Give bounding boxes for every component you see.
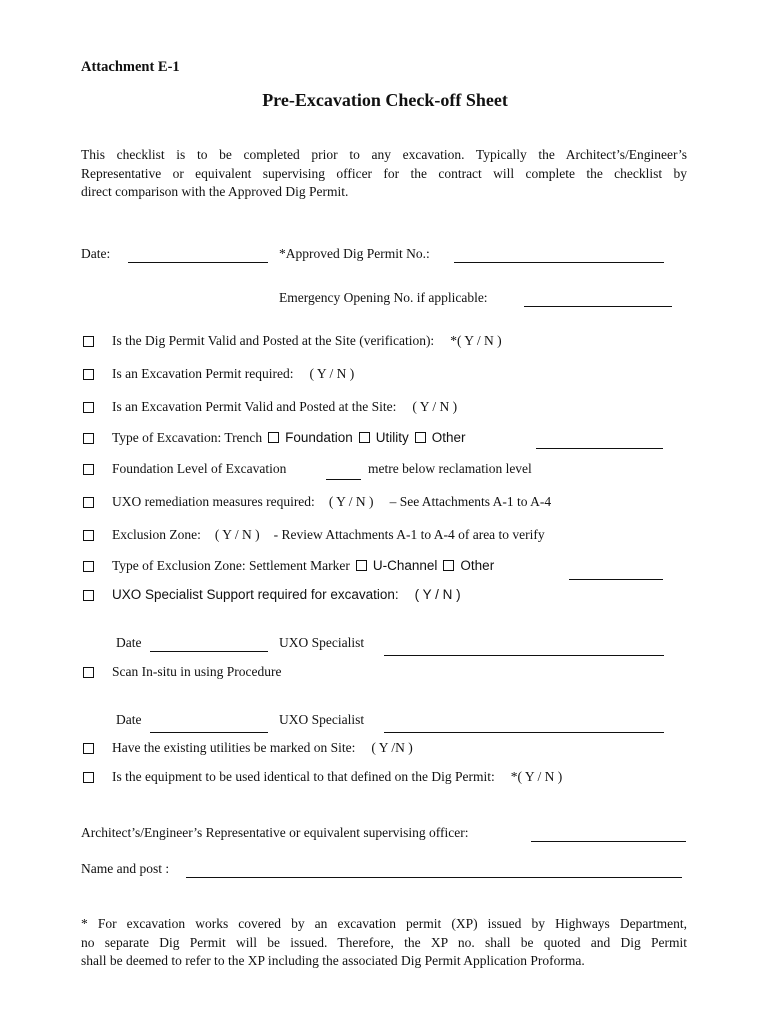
supervising-officer-field[interactable]: [531, 841, 686, 842]
item-uxo-remediation: [112, 494, 551, 510]
yes-no-option[interactable]: ( Y / N ): [412, 399, 458, 414]
item-label: Have the existing utilities be marked on Site:: [112, 740, 356, 755]
footnote-line: no separate Dig Permit will be issued. Therefore, the XP no. shall be quoted and Dig Permit: [81, 934, 687, 950]
foundation-level-field[interactable]: [326, 479, 361, 480]
intro-paragraph: [81, 146, 687, 202]
checkbox-foundation[interactable]: [268, 432, 279, 443]
item-uxo-specialist-support: [112, 587, 461, 602]
yes-no-option[interactable]: ( Y /N ): [371, 740, 413, 755]
checkbox-uxo-remediation[interactable]: [83, 497, 94, 508]
option-foundation: Foundation: [285, 430, 353, 445]
yes-no-option[interactable]: *( Y / N ): [510, 769, 563, 784]
item-equipment-identical: [112, 769, 562, 785]
item-utilities-marked: [112, 740, 413, 756]
item-scan-in-situ: Scan In-situ in using Procedure: [112, 664, 282, 679]
checkbox-exclusion-zone[interactable]: [83, 530, 94, 541]
page-title: Pre-Excavation Check-off Sheet: [262, 90, 508, 110]
name-and-post-label: Name and post :: [81, 861, 170, 876]
uxo-specialist-label: UXO Specialist: [279, 712, 365, 727]
item-exclusion-zone: [112, 527, 545, 543]
checkbox-exclusion-zone-type[interactable]: [83, 561, 94, 572]
foundation-level-unit: metre below reclamation level: [368, 461, 532, 476]
footnote-line: * For excavation works covered by an excavation permit (XP) issued by Highways Department,: [81, 916, 687, 931]
date-label: Date:: [81, 246, 111, 261]
option-other: Other: [431, 430, 466, 445]
other-excavation-field[interactable]: [536, 448, 663, 449]
other-zone-field[interactable]: [569, 579, 663, 580]
checkbox-u-channel[interactable]: [356, 560, 367, 571]
item-label: Is the equipment to be used identical to that defined on the Dig Permit:: [112, 769, 495, 784]
item-excavation-permit-valid: [112, 399, 457, 415]
date-field[interactable]: [128, 262, 268, 263]
signature-date-field[interactable]: [150, 651, 268, 652]
checkbox-dig-permit-valid[interactable]: [83, 336, 94, 347]
item-label: Exclusion Zone:: [112, 527, 201, 542]
option-u-channel: U-Channel: [372, 558, 438, 573]
uxo-specialist-label: UXO Specialist: [279, 635, 365, 650]
attachment-label: Attachment E-1: [81, 59, 180, 75]
item-dig-permit-valid: [112, 333, 502, 349]
checkbox-utilities-marked[interactable]: [83, 743, 94, 754]
supervising-officer-label: Architect’s/Engineer’s Representative or equivalent supervising officer:: [81, 825, 469, 840]
item-label: UXO remediation measures required:: [112, 494, 315, 509]
item-note: - Review Attachments A-1 to A-4 of area to verify: [273, 527, 545, 542]
checkbox-other[interactable]: [415, 432, 426, 443]
signature-date-label: Date: [116, 712, 142, 727]
item-label: Is an Excavation Permit required:: [112, 366, 294, 381]
checkbox-uxo-specialist-support[interactable]: [83, 590, 94, 601]
checkbox-scan-in-situ[interactable]: [83, 667, 94, 678]
yes-no-option[interactable]: ( Y / N ): [309, 366, 355, 381]
option-other-zone: Other: [460, 558, 495, 573]
emergency-opening-field[interactable]: [524, 306, 672, 307]
checkbox-excavation-permit-required[interactable]: [83, 369, 94, 380]
emergency-opening-label: Emergency Opening No. if applicable:: [279, 290, 488, 305]
item-label: Type of Excavation: Trench: [112, 430, 263, 445]
name-and-post-field[interactable]: [186, 877, 682, 878]
yes-no-option[interactable]: ( Y / N ): [214, 527, 260, 542]
checkbox-foundation-level[interactable]: [83, 464, 94, 475]
option-utility: Utility: [375, 430, 409, 445]
item-exclusion-zone-type: [112, 558, 494, 574]
yes-no-option[interactable]: ( Y / N ): [328, 494, 374, 509]
item-label: Foundation Level of Excavation: [112, 461, 287, 476]
yes-no-option[interactable]: ( Y / N ): [414, 587, 461, 602]
item-label: Is an Excavation Permit Valid and Posted at the Site:: [112, 399, 397, 414]
checkbox-equipment-identical[interactable]: [83, 772, 94, 783]
permit-number-label: *Approved Dig Permit No.:: [279, 246, 430, 261]
uxo-specialist-field[interactable]: [384, 655, 664, 656]
intro-line: direct comparison with the Approved Dig Permit.: [81, 184, 349, 199]
item-foundation-level: [112, 461, 286, 477]
intro-line: Representative or equivalent supervising officer for the contract will complete the checklist by: [81, 165, 687, 181]
permit-number-field[interactable]: [454, 262, 664, 263]
yes-no-option[interactable]: *( Y / N ): [450, 333, 502, 348]
item-label: Type of Exclusion Zone: Settlement Marker: [112, 558, 350, 573]
item-note: – See Attachments A-1 to A-4: [389, 494, 552, 509]
uxo-specialist-field[interactable]: [384, 732, 664, 733]
item-label: Is the Dig Permit Valid and Posted at the Site (verification):: [112, 333, 435, 348]
footnote: [81, 915, 687, 971]
signature-date-label: Date: [116, 635, 142, 650]
checkbox-excavation-permit-valid[interactable]: [83, 402, 94, 413]
item-excavation-permit-required: [112, 366, 354, 382]
checkbox-utility[interactable]: [359, 432, 370, 443]
item-label: UXO Specialist Support required for excavation:: [112, 587, 399, 602]
checkbox-type-of-excavation[interactable]: [83, 433, 94, 444]
footnote-line: shall be deemed to refer to the XP including the associated Dig Permit Application Proforma.: [81, 953, 585, 968]
checkbox-other-zone[interactable]: [443, 560, 454, 571]
signature-date-field[interactable]: [150, 732, 268, 733]
intro-line: This checklist is to be completed prior to any excavation. Typically the Architect’s/Engineer’s: [81, 147, 687, 162]
item-type-of-excavation: [112, 430, 465, 446]
